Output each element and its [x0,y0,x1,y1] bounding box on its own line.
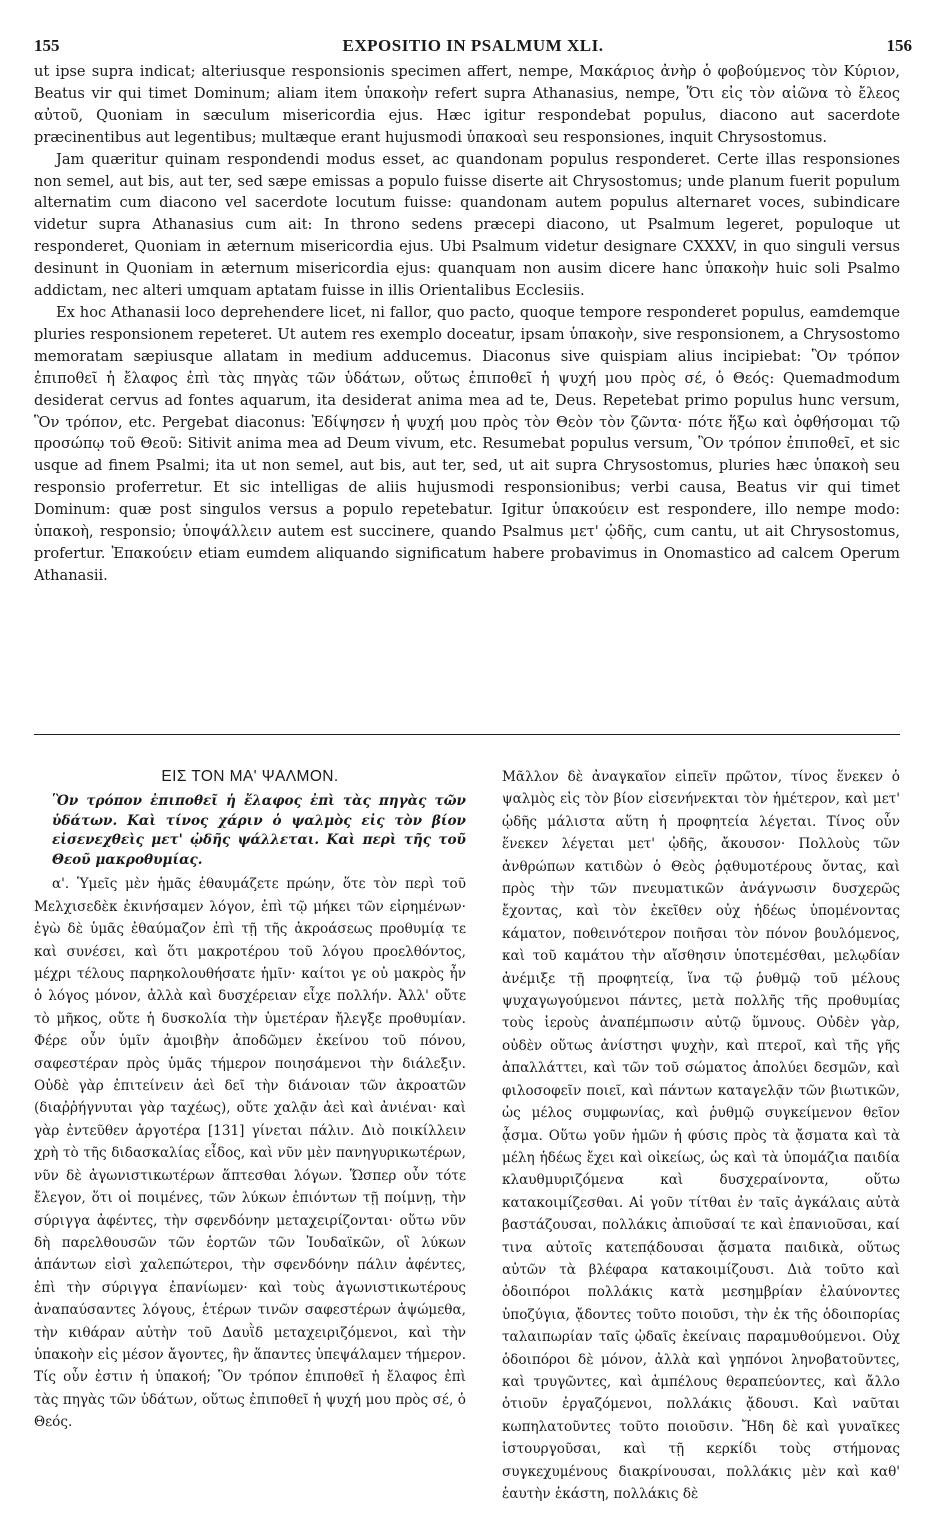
homily-paragraph: Μᾶλλον δὲ ἀναγκαῖον εἰπεῖν πρῶτον, τίνος ἕνεκεν ὁ ψαλμὸς εἰς τὸν βίον εἰσενήνεκται τὸν ἡμέτερον, καὶ μετ' ᾠδῆς μάλιστα αὕτη ἡ προφητεία λέγεται. Τίνος οὖν ἕνεκεν λέγεται μετ' ᾠδῆς, ἄκουσον· Πολλοὺς τῶν ἀνθρώπων κατιδὼν ὁ Θεὸς ῥᾳθυμοτέρους ὄντας, καὶ πρὸς τὴν τῶν πνευματικῶν ἀνάγνωσιν δυσχερῶς ἔχοντας, καὶ τὸν ἐκεῖθεν οὐχ ἡδέως ὑπομένοντας κάματον, ποθεινότερον ποιῆσαι τὸν πόνον βουλόμενος, καὶ τοῦ καμάτου τὴν αἴσθησιν ὑποτεμέσθαι, μελῳδίαν ἀνέμιξε τῇ προφητείᾳ, ἵνα τῷ ῥυθμῷ τοῦ μέλους ψυχαγωγούμενοι πάντες, μετὰ πολλῆς τῆς προθυμίας τοὺς ἱεροὺς ἀναπέμπωσιν αὐτῷ ὕμνους. Οὐδὲν γὰρ, οὐδὲν οὕτως ἀνίστησι ψυχὴν, καὶ πτεροῖ, καὶ τῆς γῆς ἀπαλλάττει, καὶ τῶν τοῦ σώματος ἀπολύει δεσμῶν, καὶ φιλοσοφεῖν ποιεῖ, καὶ πάντων καταγελᾷν τῶν βιωτικῶν, ὡς μέλος συμφωνίας, καὶ ῥυθμῷ συγκείμενον θεῖον ᾆσμα. Οὕτω γοῦν ἡμῶν ἡ φύσις πρὸς τὰ ᾄσματα καὶ τὰ μέλη ἡδέως ἔχει καὶ οἰκείως, ὡς καὶ τὰ ὑπομάζια παιδία κλαυθμυριζόμενα καὶ δυσχεραίνοντα, οὕτω κατακοιμίζεσθαι. Αἱ γοῦν τίτθαι ἐν ταῖς ἀγκάλαις αὐτὰ βαστάζουσαι, πολλάκις ἀπιοῦσαί τε καὶ ἐπανιοῦσαι, καί τινα αὐτοῖς κατεπᾴδουσαι ᾄσματα παιδικὰ, οὕτως αὐτῶν τὰ βλέφαρα κατακοιμίζουσι. Διὰ τοῦτο καὶ ὁδοιπόροι πολλάκις κατὰ μεσημβρίαν ἐλαύνοντες ὑποζύγια, ᾄδοντες τοῦτο ποιοῦσι, τὴν ἐκ τῆς ὁδοιπορίας ταλαιπωρίαν ταῖς ᾠδαῖς ἐκείναις παραμυθούμενοι. Οὐχ ὁδοιπόροι δὲ μόνον, ἀλλὰ καὶ γηπόνοι ληνοβατοῦντες, καὶ τρυγῶντες, καὶ ἀμπέλους θεραπεύοντες, καὶ ἄλλο ὁτιοῦν ἐργαζόμενοι, πολλάκις ᾄδουσι. Καὶ ναῦται κωπηλατοῦντες τοῦτο ποιοῦσιν. Ἤδη δὲ καὶ γυναῖκες ἱστουργοῦσαι, καὶ τῇ κερκίδι τοὺς στήμονας συγκεχυμένους διακρίνουσαι, πολλάκις μὲν καὶ καθ' ἑαυτὴν ἑκάστη, πολλάκις δὲ [502,769,900,1502]
commentary-paragraph: Ex hoc Athanasii loco deprehendere licet, ni fallor, quo pacto, quoque tempore responderet populus, eamdemque pluries responsionem repeteret. Ut autem res exemplo doceatur, ipsam ὑπακοὴν, sive responsionem, a Chrysostomo memoratam sæpiusque allatam in medium adducemus. Diaconus sive quispiam alius incipiebat: Ὃν τρόπον ἐπιποθεῖ ἡ ἔλαφος ἐπὶ τὰς πηγὰς τῶν ὑδάτων, οὕτως ἐπιποθεῖ ἡ ψυχή μου πρὸς σέ, ὁ Θεός: Quemadmodum desiderat cervus ad fontes aquarum, ita desiderat anima mea ad te, Deus. Repetebat primo populus hunc versum, Ὃν τρόπον, etc. Pergebat diaconus: Ἐδίψησεν ἡ ψυχή μου πρὸς τὸν Θεὸν τὸν ζῶντα· πότε ἥξω καὶ ὀφθήσομαι τῷ προσώπῳ τοῦ Θεοῦ: Sitivit anima mea ad Deum vivum, etc. Resumebat populus versum, Ὃν τρόπον ἐπιποθεῖ, et sic usque ad finem Psalmi; ita ut non semel, aut bis, aut ter, sed, ut ait supra Chrysostomus, pluries hæc ὑπακοὴ seu responsio proferretur. Et sic intelligas de aliis hujusmodi responsionibus; verbi causa, Beatus vir qui timet Dominum: quæ post singulos versus a populo repetebatur. Igitur ὑπακούειν est respondere, illo nempe modo: ὑπακοὴ, responsio; ὑποψάλλειν autem est succinere, quando Psalmus μετ' ᾠδῆς, cum cantu, ut ait Chrysostomus, profertur. Ἐπακούειν etiam eumdem aliquando significatum habere probavimus in Onomastico ad calcem Operum Athanasii. [34,303,900,584]
homily-title: ΕΙΣ ΤΟΝ ΜΑ' ΨΑΛΜΟΝ. [161,768,339,785]
commentary-paragraph: ut ipse supra indicat; alteriusque responsionis specimen affert, nempe, Μακάριος ἀνὴρ ὁ φοβούμενος τὸν Κύριον, Beatus vir qui timet Dominum; aliam item ὑπακοὴν refert supra Athanasius, nempe, Ὅτι εἰς τὸν αἰῶνα τὸ ἔλεος αὐτοῦ, Quoniam in sæculum misericordia ejus. Hæc igitur respondebat populus, diacono aut sacerdote præcinentibus aut legentibus; multæque erant hujusmodi ὑπακοαὶ seu responsiones, inquit Chrysostomus. [34,63,900,146]
commentary-paragraph: Jam quæritur quinam respondendi modus esset, ac quandonam populus responderet. Certe illas responsiones non semel, aut bis, aut ter, sed sæpe emissas a populo fuisse diserte ait Chrysostomus; unde planum fuerit populum alternatim cum diacono vel sacerdote locutum fuisse: quandonam autem populus alternaret voces, subindicare videtur supra Athanasius cum ait: In throno sedens præcepi diacono, ut Psalmum legeret, populoque ut responderet, Quoniam in æternum misericordia ejus. Ubi Psalmum videtur designare CXXXV, in quo singuli versus desinunt in Quoniam in æternum misericordia ejus: quanquam non ausim dicere hanc ὑπακοὴν huic soli Psalmo addictam, nec alteri umquam aptatam fuisse in illis Orientalibus Ecclesiis. [34,150,900,300]
greek-column-left [34,766,466,1434]
section-divider [34,734,900,735]
greek-column-right [502,766,900,1505]
homily-paragraph: α'. Ὑμεῖς μὲν ἡμᾶς ἐθαυμάζετε πρώην, ὅτε τὸν περὶ τοῦ Μελχισεδὲκ ἐκινήσαμεν λόγον, ἐπὶ τῷ μήκει τῶν εἰρημένων· ἐγὼ δὲ ὑμᾶς ἐθαύμαζον ἐπὶ τῇ τῆς ἀκροάσεως προθυμίᾳ τε καὶ συνέσει, καὶ ὅτι μακροτέρου τοῦ λόγου προελθόντος, μέχρι τέλους παρηκολουθήσατε ἡμῖν· καίτοι γε οὐ μακρὸς ἦν ὁ λόγος μόνον, ἀλλὰ καὶ δυσχέρειαν εἶχε πολλήν. Ἀλλ' οὔτε τὸ μῆκος, οὔτε ἡ δυσκολία τὴν ὑμετέραν ἤλεγξε προθυμίαν. Φέρε οὖν ὑμῖν ἀμοιβὴν ἀποδῶμεν ἐκείνου τοῦ πόνου, σαφεστέραν πρὸς ὑμᾶς τήμερον ποιησάμενοι τὴν διάλεξιν. Οὐδὲ γὰρ ἐπιτείνειν ἀεὶ δεῖ τὴν διάνοιαν τῶν ἀκροατῶν (διαῤῥήγνυται γὰρ ταχέως), οὔτε χαλᾷν ἀεὶ καὶ ἀνιέναι· καὶ γὰρ ἐντεῦθεν ἀργοτέρα [131] γίνεται πάλιν. Διὸ ποικίλλειν χρὴ τὸ τῆς διδασκαλίας εἶδος, καὶ νῦν μὲν πανηγυρικωτέρων, νῦν δὲ ἀγωνιστικωτέρων ἅπτεσθαι λόγων. Ὥσπερ οὖν τότε ἔλεγον, ὅτι οἱ ποιμένες, τῶν λύκων ἐπιόντων τῇ ποίμνῃ, τὴν σύριγγα ἀφέντες, τὴν σφενδόνην μεταχειρίζονται· οὕτω νῦν δὴ παρελθουσῶν τῶν ἑορτῶν τῶν Ἰουδαϊκῶν, οἳ λύκων ἁπάντων εἰσὶ χαλεπώτεροι, τὴν σφενδόνην πάλιν ἀφέντες, ἐπὶ τὴν σύριγγα ἐπανίωμεν· καὶ τοὺς ἀγωνιστικωτέρους ἀναπαύσαντες λόγους, ἑτέρων τινῶν σαφεστέρων ἁψώμεθα, τὴν κιθάραν αὐτὴν τοῦ Δαυῒδ μεταχειριζόμενοι, καὶ τὴν ὑπακοὴν εἰς μέσον ἄγοντες, ἣν ἅπαντες ὑπεψάλαμεν τήμερον. Τίς οὖν ἐστιν ἡ ὑπακοή; Ὃν τρόπον ἐπιποθεῖ ἡ ἔλαφος ἐπὶ τὰς πηγὰς τῶν ὑδάτων, οὕτως ἐπιποθεῖ ἡ ψυχή μου πρὸς σέ, ὁ Θεός. [34,876,467,1431]
latin-commentary [34,61,900,587]
page-number-left: 155 [34,36,60,55]
page-number-right: 156 [886,36,912,55]
running-header [34,36,912,56]
homily-argument: Ὃν τρόπον ἐπιποθεῖ ἡ ἔλαφος ἐπὶ τὰς πηγὰς τῶν ὑδάτων. Καὶ τίνος χάριν ὁ ψαλμὸς εἰς τὸν βίον εἰσενεχθεὶς μετ' ᾠδῆς ψάλλεται. Καὶ περὶ τῆς τοῦ Θεοῦ μακροθυμίας. [52,793,466,868]
running-title: EXPOSITIO IN PSALMUM XLI. [342,36,604,55]
